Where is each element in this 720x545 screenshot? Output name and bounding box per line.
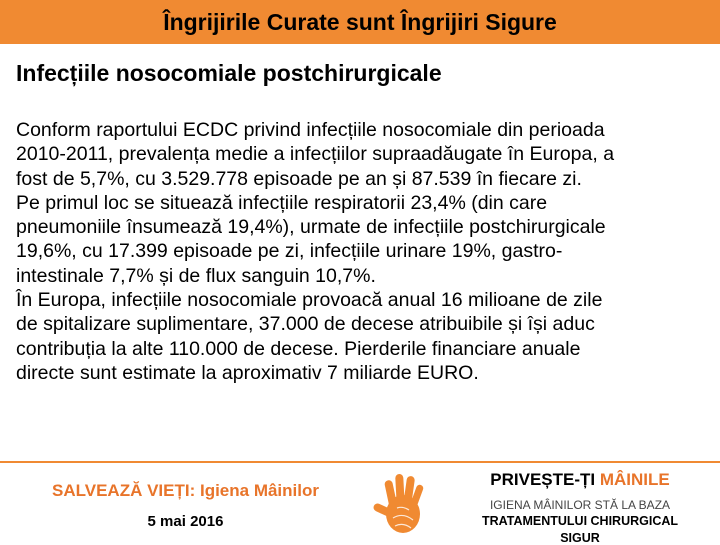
footer-divider: [0, 461, 720, 463]
body-line: intestinale 7,7% și de flux sanguin 10,7%.: [16, 264, 376, 287]
orange-hand-print-icon: [365, 468, 437, 540]
body-line: Pe primul loc se situează infecțiile respiratorii 23,4% (din care: [16, 191, 548, 214]
campaign-slogan: [448, 470, 712, 490]
campaign-slogan-part1: PRIVEȘTE-ȚI: [490, 470, 600, 489]
campaign-slogan-part2: MÂINILE: [599, 470, 670, 489]
campaign-title: SALVEAZĂ VIEȚI: Igiena Mâinilor: [52, 481, 319, 500]
body-line: contribuția la alte 110.000 de decese. Pierderile financiare anuale: [16, 337, 581, 360]
campaign-subtitle-line3: SIGUR: [560, 531, 600, 545]
body-line: 19,6%, cu 17.399 episoade pe zi, infecțiile urinare 19%, gastro-: [16, 240, 563, 263]
header-title: Îngrijirile Curate sunt Îngrijiri Sigure: [163, 8, 557, 35]
body-line: Conform raportului ECDC privind infecțiile nosocomiale din perioada: [16, 119, 605, 141]
body-line: 2010-2011, prevalența medie a infecțiilor supraadăugate în Europa, a: [16, 143, 615, 166]
campaign-subtitle-line1: IGIENA MÂINILOR STĂ LA BAZA: [489, 498, 671, 512]
body-line: fost de 5,7%, cu 3.529.778 episoade pe an și 87.539 în fiecare zi.: [16, 167, 582, 190]
body-text: [16, 118, 706, 385]
body-line: directe sunt estimate la aproximativ 7 miliarde EURO.: [16, 361, 479, 384]
body-line: de spitalizare suplimentare, 37.000 de decese atribuibile și își aduc: [16, 313, 595, 336]
body-line: pneumoniile însumează 19,4%), urmate de infecțiile postchirurgicale: [16, 216, 606, 239]
campaign-subtitle-line2: TRATAMENTULUI CHIRURGICAL: [481, 514, 679, 528]
body-line: În Europa, infecțiile nosocomiale provoacă anual 16 milioane de zile: [16, 289, 603, 312]
header-bar: [0, 0, 720, 44]
campaign-date: 5 mai 2016: [147, 513, 224, 530]
slide-title: Infecțiile nosocomiale postchirurgicale: [16, 60, 442, 86]
